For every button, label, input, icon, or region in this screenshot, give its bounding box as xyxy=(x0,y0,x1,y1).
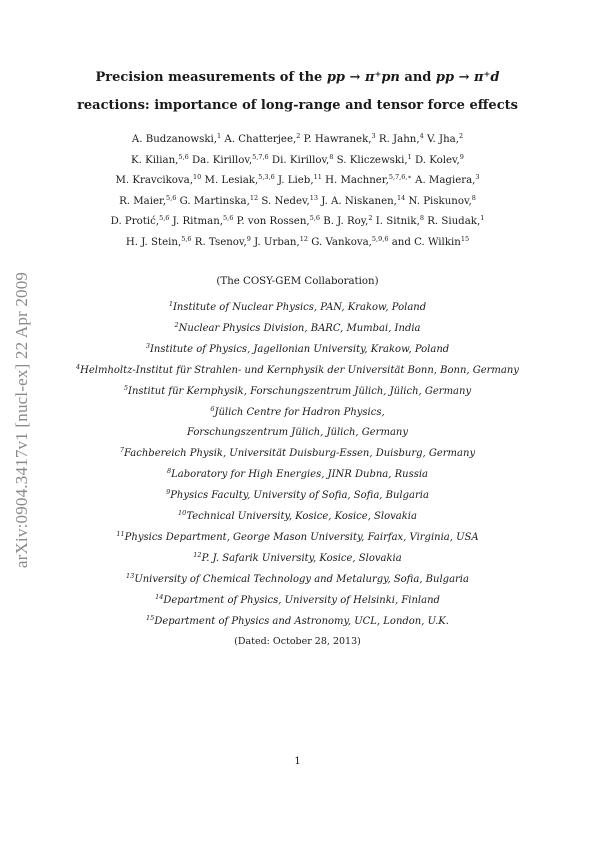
affiliation-number: 10 xyxy=(178,509,187,518)
reaction-equation-2: pp → π⁺d xyxy=(435,70,500,85)
author-name: I. Sitnik, xyxy=(372,216,420,227)
author-name: R. Siudak, xyxy=(424,216,481,227)
author-affiliation-marker: 5,6 xyxy=(309,214,320,222)
affiliation-text: Department of Physics and Astronomy, UCL, London, U.K. xyxy=(154,615,449,627)
affiliation-number: 3 xyxy=(145,341,150,350)
author-affiliation-marker: 5,6 xyxy=(181,234,192,243)
author-line xyxy=(0,233,595,254)
affiliation-item xyxy=(0,403,595,424)
affiliation-number: 6 xyxy=(210,404,215,413)
affiliation-text: Department of Physics, University of Helsinki, Finland xyxy=(163,594,440,606)
affiliation-text: Nuclear Physics Division, BARC, Mumbai, India xyxy=(178,322,421,334)
author-name: M. Lesiak, xyxy=(201,175,259,186)
author-name: M. Kravcikova, xyxy=(115,175,193,186)
author-affiliation-marker: 11 xyxy=(313,173,322,181)
affiliation-number: 4 xyxy=(76,362,81,371)
affiliation-item xyxy=(0,361,595,382)
author-name: S. Nedev, xyxy=(258,195,310,207)
author-name: N. Piskunov, xyxy=(405,195,472,207)
author-affiliation-marker: 4 xyxy=(419,132,424,140)
affiliation-number: 8 xyxy=(166,467,172,476)
author-name: D. Protić, xyxy=(110,216,160,227)
affiliation-number: 15 xyxy=(146,613,155,622)
dated-line: (Dated: October 28, 2013) xyxy=(234,636,361,647)
author-affiliation-marker: 8 xyxy=(471,193,476,202)
affiliation-text: Helmholtz-Institut für Strahlen- und Kernphysik der Universität Bonn, Bonn, Germany xyxy=(80,364,519,376)
author-line xyxy=(0,212,595,233)
author-line xyxy=(0,192,595,213)
affiliation-text: Jülich Centre for Hadron Physics, xyxy=(214,406,385,418)
author-affiliation-marker: 2 xyxy=(458,132,464,140)
affiliation-text: Institut für Kernphysik, Forschungszentrum Jülich, Jülich, Germany xyxy=(128,385,472,397)
affiliation-item xyxy=(0,465,595,486)
author-name: P. von Rossen, xyxy=(233,216,310,227)
author-name: A. Magiera, xyxy=(411,175,476,186)
author-affiliation-marker: 15 xyxy=(460,234,470,243)
author-line xyxy=(0,130,595,151)
affiliation-number: 12 xyxy=(193,550,202,559)
affiliation-number: 13 xyxy=(126,571,135,580)
affiliation-text: P. J. Safarik University, Kosice, Slovakia xyxy=(201,552,402,564)
author-line xyxy=(0,171,595,192)
author-name: A. Budzanowski, xyxy=(131,134,218,145)
reaction-equation-1: pp → π⁺pn xyxy=(326,70,400,85)
author-name: V. Jha, xyxy=(423,134,459,145)
author-name: K. Kilian, xyxy=(131,154,179,166)
author-affiliation-marker: 1 xyxy=(480,214,485,222)
author-name: S. Kliczewski, xyxy=(333,154,408,166)
author-affiliation-marker: 2 xyxy=(296,132,301,140)
affiliation-item xyxy=(0,507,595,528)
affiliation-item xyxy=(0,298,595,319)
author-affiliation-marker: 8 xyxy=(419,214,424,222)
affiliation-list xyxy=(0,298,595,633)
author-name: Di. Kirillov, xyxy=(268,154,330,166)
affiliation-item xyxy=(0,591,595,612)
author-name: J. Ritman, xyxy=(169,216,224,227)
affiliation-item xyxy=(0,570,595,591)
author-line xyxy=(0,151,595,172)
author-affiliation-marker: 1 xyxy=(217,132,222,140)
author-affiliation-marker: 3 xyxy=(475,173,480,181)
author-name: G. Martinska, xyxy=(176,195,250,207)
affiliation-item xyxy=(0,549,595,570)
author-name: J. Lieb, xyxy=(274,175,314,186)
page-number: 1 xyxy=(294,756,301,767)
paper-title-line-1 xyxy=(0,68,595,88)
affiliation-text: Physics Faculty, University of Sofia, Sofia, Bulgaria xyxy=(170,490,429,502)
affiliation-item xyxy=(0,382,595,403)
affiliation-text: Institute of Physics, Jagellonian University, Krakow, Poland xyxy=(149,343,450,355)
affiliation-item xyxy=(0,444,595,465)
affiliation-text: Forschungszentrum Jülich, Jülich, Germany xyxy=(186,427,408,439)
paper-title-line-2: reactions: importance of long-range and tensor force effects xyxy=(77,98,518,113)
author-list xyxy=(0,130,595,253)
author-affiliation-marker: 3 xyxy=(371,132,376,140)
collaboration-name: (The COSY-GEM Collaboration) xyxy=(216,276,379,287)
author-affiliation-marker: 5,6 xyxy=(178,152,189,161)
affiliation-item xyxy=(0,486,595,507)
author-name: H. J. Stein, xyxy=(125,236,182,248)
author-name: R. Jahn, xyxy=(375,134,420,145)
author-name: Da. Kirillov, xyxy=(188,154,253,166)
affiliation-number: 14 xyxy=(155,592,164,601)
affiliation-text: Fachbereich Physik, Universität Duisburg-Essen, Duisburg, Germany xyxy=(124,448,476,460)
affiliation-text: Physics Department, George Mason University, Fairfax, Virginia, USA xyxy=(124,531,479,543)
author-affiliation-marker: 5,6 xyxy=(223,214,234,222)
affiliation-item xyxy=(0,612,595,633)
affiliation-number: 2 xyxy=(174,320,179,329)
author-name: B. J. Roy, xyxy=(319,216,369,227)
author-affiliation-marker: 12 xyxy=(299,234,308,243)
author-name: P. Hawranek, xyxy=(300,134,372,145)
affiliation-number: 9 xyxy=(166,488,171,497)
affiliation-item xyxy=(0,319,595,340)
author-affiliation-marker: 10 xyxy=(193,173,202,181)
author-name: J. A. Niskanen, xyxy=(318,195,397,207)
author-affiliation-marker: 5,6 xyxy=(166,193,177,202)
affiliation-item xyxy=(0,340,595,361)
arxiv-identifier-stamp: arXiv:0904.3417v1 [nucl-ex] 22 Apr 2009 xyxy=(12,271,31,569)
author-name: D. Kolev, xyxy=(411,154,460,166)
author-affiliation-marker: 9 xyxy=(246,234,251,243)
title-text-conjunction: and xyxy=(399,70,436,85)
author-affiliation-marker: 1 xyxy=(407,152,412,161)
affiliation-number: 7 xyxy=(119,446,125,455)
author-affiliation-marker: 2 xyxy=(368,214,373,222)
author-name: A. Chatterjee, xyxy=(221,134,297,145)
affiliation-item xyxy=(0,528,595,549)
author-affiliation-marker: 5,3,6 xyxy=(258,173,275,181)
affiliation-text: Technical University, Kosice, Kosice, Slovakia xyxy=(186,511,417,523)
author-affiliation-marker: 5,9,6 xyxy=(371,234,389,243)
author-affiliation-marker: 9 xyxy=(459,152,464,161)
title-text-prefix: Precision measurements of the xyxy=(95,70,327,85)
author-affiliation-marker: 5,6 xyxy=(159,214,170,222)
affiliation-number: 11 xyxy=(116,529,125,538)
affiliation-text: Institute of Nuclear Physics, PAN, Krakow, Poland xyxy=(172,302,427,313)
author-name: J. Urban, xyxy=(250,236,300,248)
author-affiliation-marker: 5,7,6 xyxy=(252,152,269,161)
author-affiliation-marker: 8 xyxy=(329,152,334,161)
affiliation-number: 5 xyxy=(123,383,129,392)
affiliation-number: 1 xyxy=(168,300,173,308)
author-affiliation-marker: 13 xyxy=(309,193,319,202)
author-name: H. Machner, xyxy=(321,175,389,186)
author-name: and C. Wilkin xyxy=(388,236,461,248)
author-affiliation-marker: 14 xyxy=(396,193,406,202)
author-affiliation-marker: 12 xyxy=(249,193,259,202)
author-name: G. Vankova, xyxy=(308,236,372,248)
affiliation-item xyxy=(0,423,595,444)
author-name: R. Tsenov, xyxy=(191,236,247,248)
author-affiliation-marker: 5,7,6,∗ xyxy=(388,173,412,181)
author-name: R. Maier, xyxy=(119,195,167,207)
affiliation-text: University of Chemical Technology and Metalurgy, Sofia, Bulgaria xyxy=(134,573,469,585)
affiliation-text: Laboratory for High Energies, JINR Dubna, Russia xyxy=(171,469,429,481)
